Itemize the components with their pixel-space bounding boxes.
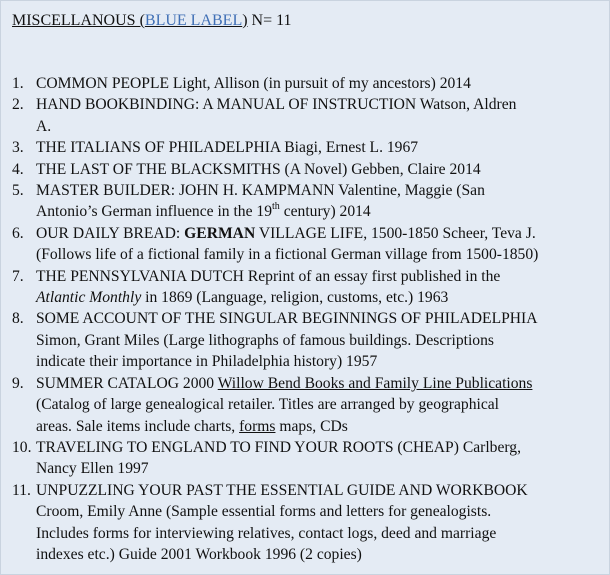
list-item: [12, 437, 600, 480]
list-item: [12, 137, 600, 158]
item-text: SOME ACCOUNT OF THE SINGULAR BEGINNINGS OF PHILADELPHIA Simon, Grant Miles (Large lithographs of famous buildings. Descriptions indicate their importance in Philadelphia history) 1957: [36, 310, 538, 371]
list-item: [12, 180, 600, 223]
list-item: [12, 73, 600, 94]
item-text: [36, 223, 600, 266]
item-text-part: SUMMER CATALOG 2000: [36, 374, 218, 392]
item-number: 2.: [12, 96, 24, 114]
item-number: 3.: [12, 139, 24, 157]
list-item: [12, 480, 600, 566]
item-number: 1.: [12, 75, 24, 92]
item-text: [36, 180, 600, 223]
item-text-part: THE PENNSYLVANIA DUTCH Reprint of an essay first published in the: [36, 267, 501, 285]
item-text-part: VILLAGE LIFE, 1500-1850 Scheer, Teva J. (Follows life of a fictional family in a fictional German village from 1500-1850): [36, 224, 539, 264]
superscript-text: th: [272, 201, 280, 213]
list-item: [12, 308, 600, 372]
list-item: [12, 223, 600, 266]
bold-text: GERMAN: [184, 224, 256, 242]
item-text-part: (Catalog of large genealogical retailer. Titles are arranged by geographical areas. Sale items include charts,: [36, 396, 500, 435]
forms-link[interactable]: forms: [239, 417, 276, 435]
list-item: [12, 373, 600, 437]
item-text-part: century) 2014: [279, 203, 371, 221]
item-number: 7.: [12, 267, 24, 285]
item-number: 8.: [12, 310, 24, 328]
item-text: COMMON PEOPLE Light, Allison (in pursuit of my ancestors) 2014: [36, 75, 471, 92]
item-text: HAND BOOKBINDING: A MANUAL OF INSTRUCTION Watson, Aldren A.: [36, 96, 517, 135]
list-item: [12, 159, 600, 180]
list-item: [12, 94, 600, 137]
item-text-part: MASTER BUILDER: JOHN H. KAMPMANN Valentine, Maggie (San Antonio’s German influence in the 19: [36, 182, 485, 221]
item-text: THE LAST OF THE BLACKSMITHS (A Novel) Gebben, Claire 2014: [36, 160, 481, 178]
item-text: [36, 373, 600, 437]
item-number: 11.: [12, 481, 31, 499]
heading-text-end: ): [242, 12, 248, 29]
item-text: THE ITALIANS OF PHILADELPHIA Biagi, Ernest L. 1967: [36, 139, 419, 157]
list-item: [12, 266, 600, 309]
item-text-part: maps, CDs: [275, 417, 348, 435]
item-number: 4.: [12, 160, 24, 178]
item-text: UNPUZZLING YOUR PAST THE ESSENTIAL GUIDE AND WORKBOOK Croom, Emily Anne (Sample essential forms and letters for genealogists. Includes forms for interviewing relatives, contact logs, deed and marriage indexes etc.) Guide 2001 Workbook 1996 (2 copies): [36, 481, 528, 563]
item-number: 5.: [12, 182, 24, 200]
book-list: [12, 73, 600, 565]
heading-underlined: [12, 12, 248, 29]
italic-text: Atlantic Monthly: [36, 289, 142, 307]
item-number: 10.: [12, 438, 32, 456]
item-text: TRAVELING TO ENGLAND TO FIND YOUR ROOTS (CHEAP) Carlberg, Nancy Ellen 1997: [36, 438, 521, 478]
item-text-part: OUR DAILY BREAD:: [36, 224, 185, 242]
publisher-link[interactable]: Willow Bend Books and Family Line Publications: [217, 374, 533, 392]
item-text-part: in 1869 (Language, religion, customs, etc.) 1963: [141, 289, 449, 307]
heading-text-start: MISCELLANOUS (: [12, 12, 145, 29]
item-number: 6.: [12, 224, 24, 242]
section-heading: [12, 11, 292, 31]
item-text: [36, 266, 600, 309]
heading-count: N= 11: [247, 12, 292, 29]
blue-label-text: BLUE LABEL: [144, 12, 243, 29]
item-number: 9.: [12, 374, 24, 392]
